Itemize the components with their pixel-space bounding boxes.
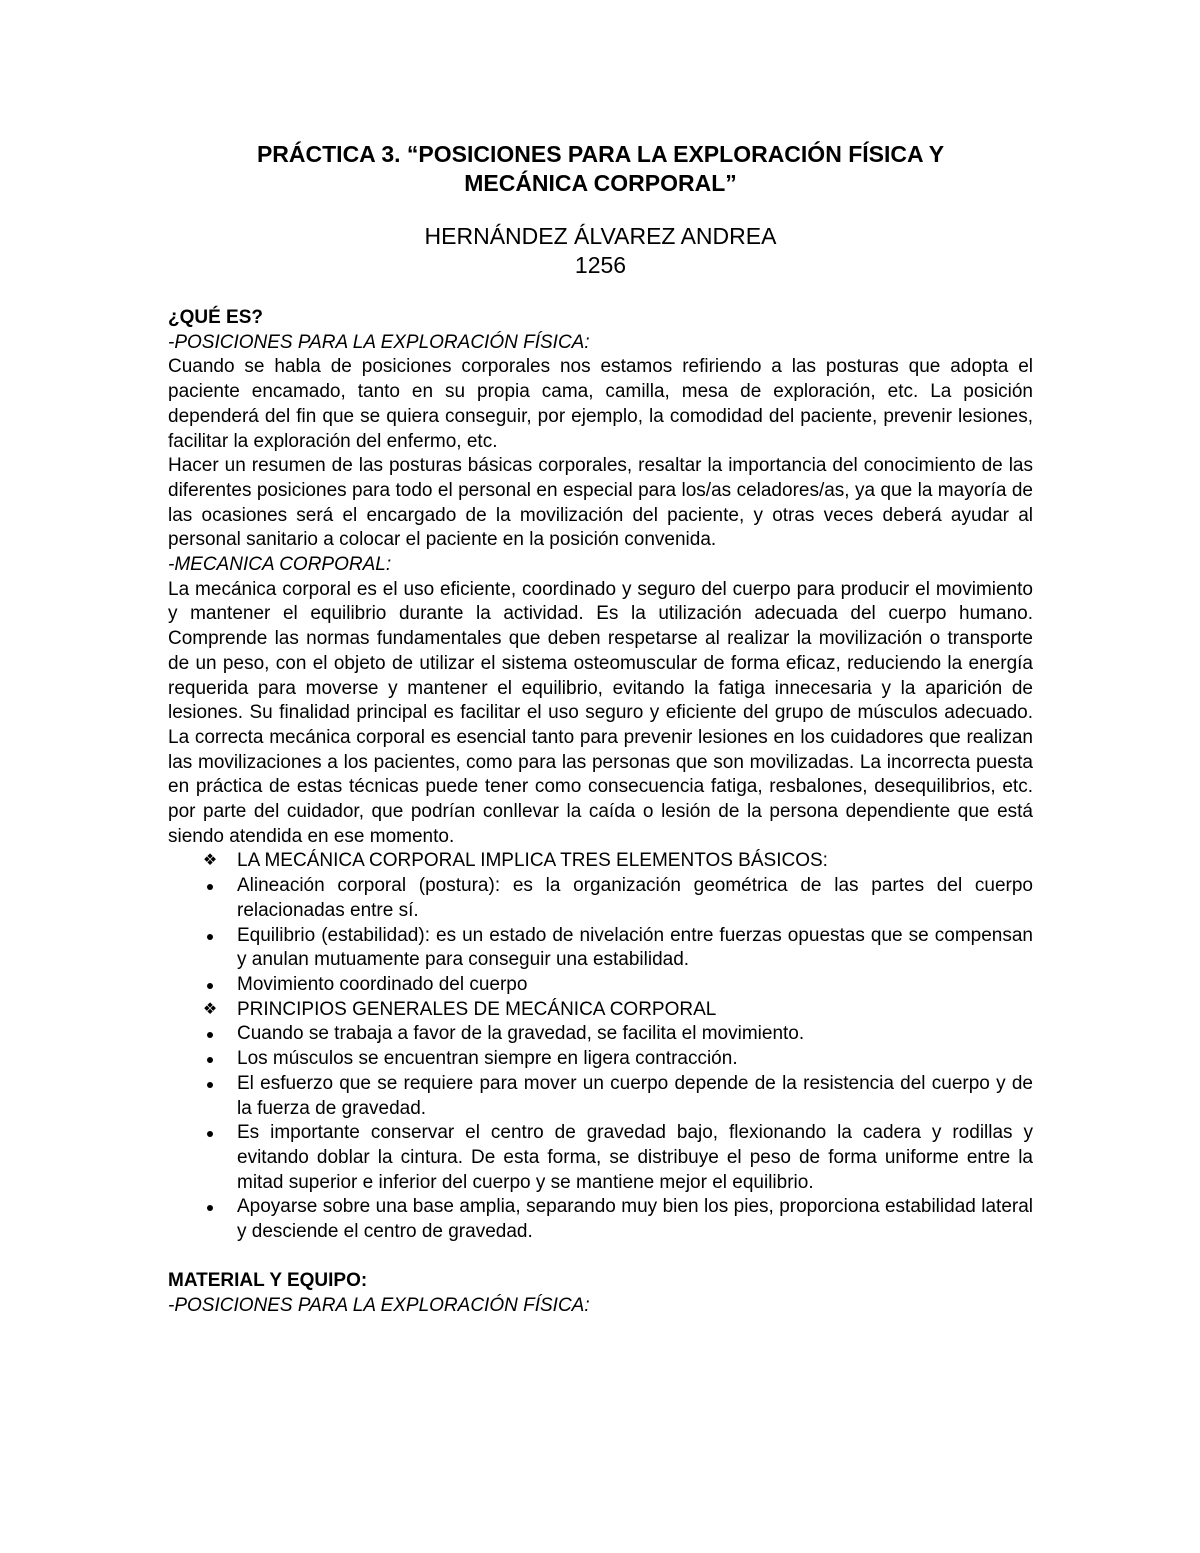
list-item-text: El esfuerzo que se requiere para mover un cuerpo depende de la resistencia del cuerpo y de la fuerza de gravedad. [237, 1072, 1033, 1119]
diamond-bullet-icon: ❖ [202, 1000, 218, 1018]
list-item-text: Apoyarse sobre una base amplia, separando muy bien los pies, proporciona estabilidad lateral y desciende el centro de gravedad. [237, 1196, 1033, 1243]
list-item-text: LA MECÁNICA CORPORAL IMPLICA TRES ELEMENTOS BÁSICOS: [237, 850, 828, 872]
paragraph-posiciones-1: Cuando se habla de posiciones corporales nos estamos refiriendo a las posturas que adopta el paciente encamado, tanto en su propia cama, camilla, mesa de exploración, etc. La posición dependerá del fin que se quiera conseguir, por ejemplo, la comodidad del paciente, prevenir lesiones, facilitar la exploración del enfermo, etc. [168, 356, 1033, 452]
list-item [168, 874, 1033, 923]
paragraph-posiciones-2: Hacer un resumen de las posturas básicas corporales, resaltar la importancia del conocimiento de las diferentes posiciones para todo el personal en especial para los/as celadores/as, ya que la mayoría de las ocasiones será el encargado de la movilización del paciente, y otras veces deberá ayudar al personal sanitario a colocar el paciente en la posición convenida. [168, 455, 1033, 551]
paragraph-mecanica: La mecánica corporal es el uso eficiente, coordinado y seguro del cuerpo para producir el movimiento y mantener el equilibrio durante la actividad. Es la utilización adecuada del cuerpo humano. Comprende las normas fundamentales que deben respetarse al realizar la movilización o transporte de un peso, con el objeto de utilizar el sistema osteomuscular de forma eficaz, reduciendo la energía requerida para moverse y mantener el equilibrio, evitando la fatiga innecesaria y la aparición de lesiones. Su finalidad principal es facilitar el uso seguro y eficiente del grupo de músculos adecuado. La correcta mecánica corporal es esencial tanto para prevenir lesiones en los cuidadores que realizan las movilizaciones a los pacientes, como para las personas que son movilizadas. La incorrecta puesta en práctica de estas técnicas puede tener como consecuencia fatiga, resbalones, desequilibrios, etc. por parte del cuidador, que podrían conllevar la caída o lesión de la persona dependiente que está siendo atendida en ese momento. [168, 578, 1033, 847]
list-item-text: Es importante conservar el centro de gravedad bajo, flexionando la cadera y rodillas y evitando doblar la cintura. De esta forma, se distribuye el peso de forma uniforme entre la mitad superior e inferior del cuerpo y se mantiene mejor el equilibrio. [237, 1122, 1033, 1193]
author-number: 1256 [574, 252, 627, 278]
author-name: HERNÁNDEZ ÁLVAREZ ANDREA [424, 223, 777, 249]
list-item-text: Alineación corporal (postura): es la organización geométrica de las partes del cuerpo relacionadas entre sí. [237, 875, 1033, 921]
subheading-mecanica: -MECANICA CORPORAL: [168, 554, 392, 576]
list-item [168, 973, 1033, 998]
list-item-text: Los músculos se encuentran siempre en ligera contracción. [237, 1048, 738, 1070]
list-item [168, 1072, 1033, 1121]
document-title-line-1: PRÁCTICA 3. “POSICIONES PARA LA EXPLORACIÓN FÍSICA Y [256, 141, 945, 167]
list-item-text: PRINCIPIOS GENERALES DE MECÁNICA CORPORAL [237, 998, 717, 1020]
list-item-diamond [168, 849, 1033, 874]
list-item [168, 1022, 1033, 1047]
author-block [168, 222, 1033, 280]
list-item-text: Movimiento coordinado del cuerpo [237, 973, 528, 995]
blank-line [168, 1245, 1033, 1270]
list-item [168, 1121, 1033, 1195]
subheading-material-posiciones: -POSICIONES PARA LA EXPLORACIÓN FÍSICA: [168, 1295, 590, 1317]
list-item [168, 924, 1033, 973]
list-item-diamond [168, 998, 1033, 1023]
heading-material-equipo: MATERIAL Y EQUIPO: [168, 1270, 368, 1292]
subheading-posiciones: -POSICIONES PARA LA EXPLORACIÓN FÍSICA: [168, 331, 590, 353]
list-item [168, 1195, 1033, 1244]
principles-list [168, 849, 1033, 1244]
list-item-text: Equilibrio (estabilidad): es un estado de nivelación entre fuerzas opuestas que se compensan y anulan mutuamente para conseguir una estabilidad. [237, 924, 1033, 971]
document-body [168, 140, 1033, 1319]
heading-que-es: ¿QUÉ ES? [168, 307, 264, 328]
list-item-text: Cuando se trabaja a favor de la gravedad, se facilita el movimiento. [237, 1023, 805, 1045]
diamond-bullet-icon: ❖ [202, 852, 218, 870]
list-item [168, 1047, 1033, 1072]
document-title-line-2: MECÁNICA CORPORAL” [464, 170, 737, 196]
